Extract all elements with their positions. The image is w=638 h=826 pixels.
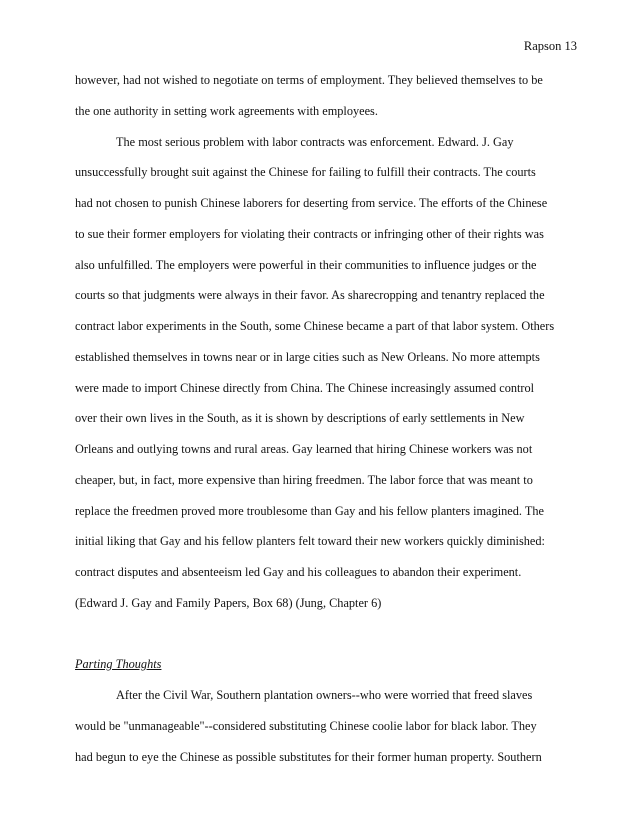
text-line: over their own lives in the South, as it is shown by descriptions of early settlements in New bbox=[75, 411, 525, 426]
text-line: unsuccessfully brought suit against the Chinese for failing to fulfill their contracts. The courts bbox=[75, 165, 536, 180]
text-line: initial liking that Gay and his fellow planters felt toward their new workers quickly diminished: bbox=[75, 534, 545, 549]
running-head: Rapson 13 bbox=[523, 39, 577, 53]
text-line: cheaper, but, in fact, more expensive than hiring freedmen. The labor force that was meant to bbox=[75, 472, 533, 487]
text-line: however, had not wished to negotiate on terms of employment. They believed themselves to be bbox=[75, 73, 543, 87]
text-line: had begun to eye the Chinese as possible substitutes for their former human property. Southern bbox=[75, 749, 542, 764]
body-text bbox=[75, 65, 567, 772]
text-line: to sue their former employers for violating their contracts or infringing other of their rights was bbox=[75, 226, 544, 241]
section-heading-text: Parting Thoughts bbox=[75, 657, 162, 672]
text-line: also unfulfilled. The employers were powerful in their communities to influence judges or the bbox=[75, 257, 537, 272]
text-line: After the Civil War, Southern plantation owners--who were worried that freed slaves bbox=[116, 688, 533, 702]
text-line: had not chosen to punish Chinese laborers for deserting from service. The efforts of the Chinese bbox=[75, 196, 548, 210]
text-line: the one authority in setting work agreements with employees. bbox=[75, 103, 378, 118]
text-line: established themselves in towns near or in large cities such as New Orleans. No more attempts bbox=[75, 349, 540, 364]
text-line: replace the freedmen proved more troublesome than Gay and his fellow planters imagined. The bbox=[75, 503, 544, 518]
text-line: would be "unmanageable"--considered substituting Chinese coolie labor for black labor. They bbox=[75, 718, 537, 733]
text-line: contract disputes and absenteeism led Gay and his colleagues to abandon their experiment. bbox=[75, 565, 522, 579]
text-line: The most serious problem with labor contracts was enforcement. Edward. J. Gay bbox=[116, 134, 514, 149]
text-line: contract labor experiments in the South, some Chinese became a part of that labor system. Others bbox=[75, 319, 555, 333]
text-line: (Edward J. Gay and Family Papers, Box 68) (Jung, Chapter 6) bbox=[75, 595, 382, 610]
text-line: courts so that judgments were always in their favor. As sharecropping and tenantry replaced the bbox=[75, 288, 545, 303]
text-line: were made to import Chinese directly from China. The Chinese increasingly assumed control bbox=[75, 380, 535, 395]
text-line: Orleans and outlying towns and rural areas. Gay learned that hiring Chinese workers was not bbox=[75, 442, 533, 456]
section-heading bbox=[75, 649, 567, 680]
spacer bbox=[75, 619, 567, 650]
